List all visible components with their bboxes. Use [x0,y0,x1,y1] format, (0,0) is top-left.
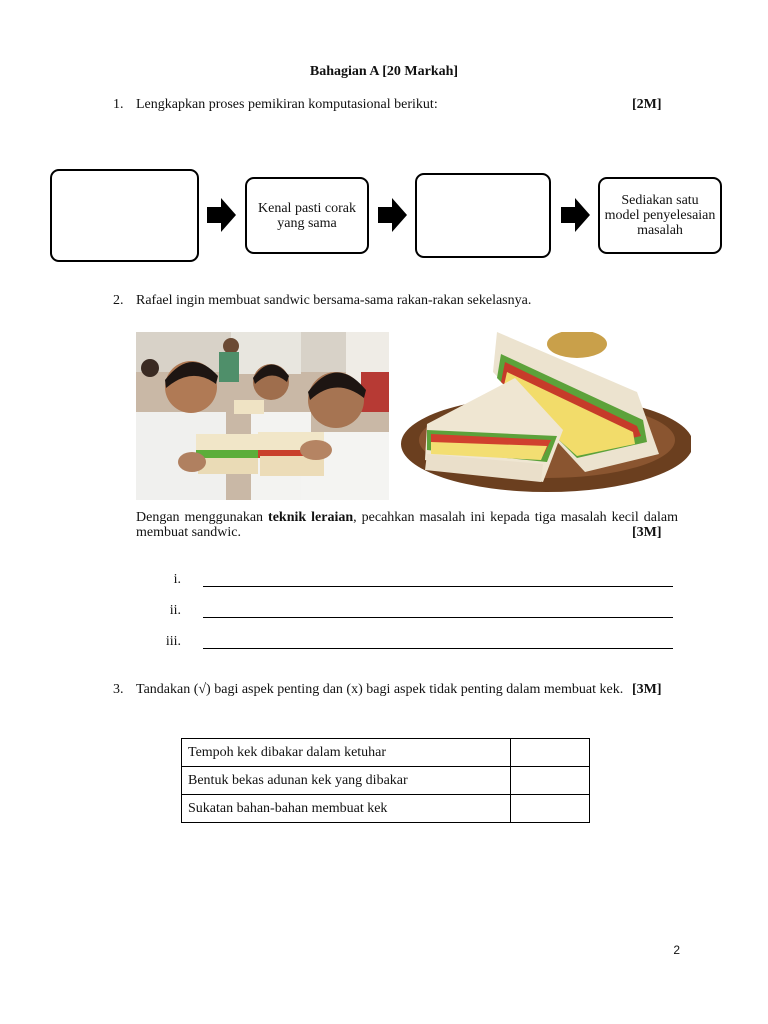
q3-text: Tandakan (√) bagi aspek penting dan (x) bagi aspek tidak penting dalam membuat kek. [136,682,624,697]
answer-line-i[interactable] [203,586,673,587]
table-row [182,739,590,767]
mark-cell[interactable] [511,739,590,767]
q3-marks: [3M] [632,682,662,697]
aspects-table [181,738,590,823]
q2-instruction-text: , pecahkan masalah ini kepada tiga masalah kecil dalam membuat sandwic. [136,510,678,540]
answer-line-iii[interactable] [203,648,673,649]
q1-marks: [2M] [632,97,662,112]
mark-cell[interactable] [511,767,590,795]
q3-number: 3. [113,682,124,697]
flow-box-1-answer[interactable] [50,169,199,262]
children-sandwich-photo [136,332,389,500]
q2-instruction [136,510,678,540]
right-arrow-icon [561,197,591,233]
q2-marks: [3M] [632,525,662,540]
flow-box-3-answer[interactable] [415,173,551,258]
answer-label-ii: ii. [169,603,181,618]
q1-text: Lengkapkan proses pemikiran komputasional berikut: [136,97,438,112]
q2-text: Rafael ingin membuat sandwic bersama-sama rakan-rakan sekelasnya. [136,293,532,308]
aspect-cell: Bentuk bekas adunan kek yang dibakar [182,767,511,795]
page-number: 2 [673,943,680,957]
q1-number: 1. [113,97,124,112]
flow-box-4: Sediakan satu model penyelesaian masalah [598,177,722,254]
right-arrow-icon [378,197,408,233]
table-row [182,767,590,795]
section-title: Bahagian A [20 Markah] [309,64,459,79]
flow-box-2: Kenal pasti corak yang sama [245,177,369,254]
q2-instruction-bold: teknik leraian [268,510,354,525]
right-arrow-icon [207,197,237,233]
answer-label-iii: iii. [165,634,181,649]
aspect-cell: Tempoh kek dibakar dalam ketuhar [182,739,511,767]
q2-number: 2. [113,293,124,308]
aspect-cell: Sukatan bahan-bahan membuat kek [182,795,511,823]
answer-line-ii[interactable] [203,617,673,618]
answer-label-i: i. [173,572,181,587]
table-row [182,795,590,823]
sandwich-plate-photo [397,332,691,492]
mark-cell[interactable] [511,795,590,823]
q2-instruction-text: Dengan menggunakan [136,510,269,525]
